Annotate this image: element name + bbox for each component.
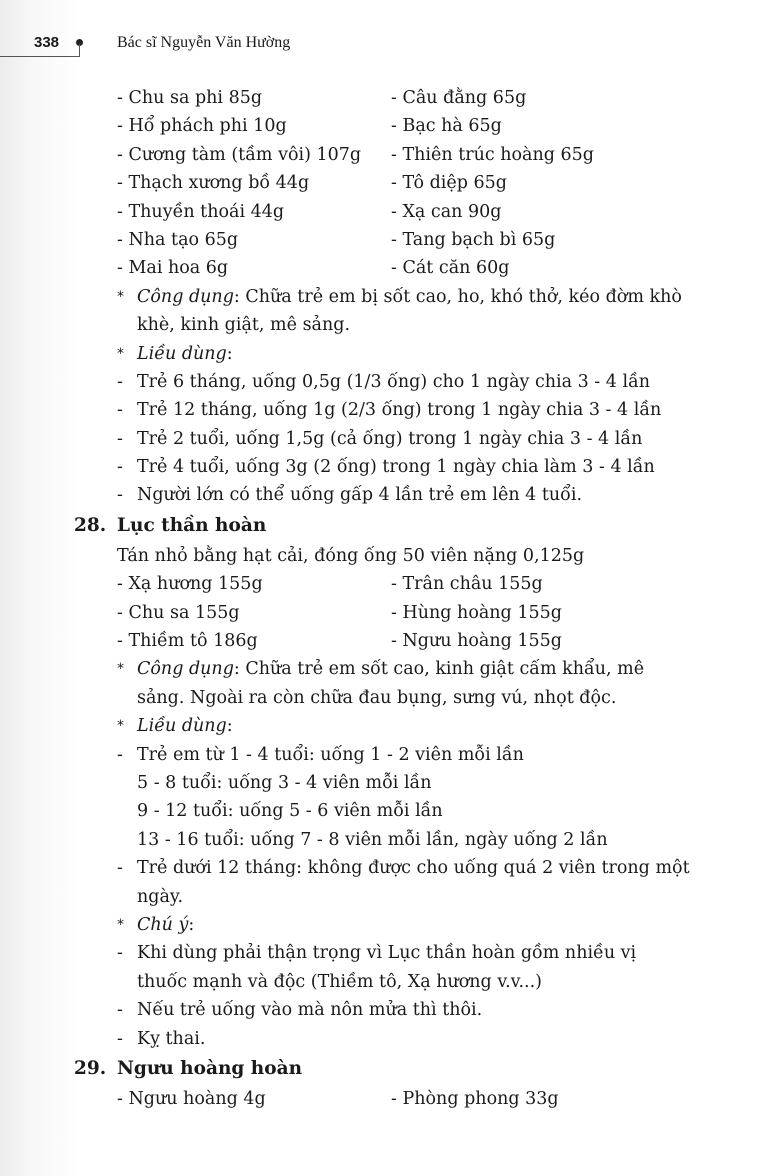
dosage-item: - Trẻ em từ 1 - 4 tuổi: uống 1 - 2 viên mỗi lần (0, 741, 758, 769)
dosage-item: - Người lớn có thể uống gấp 4 lần trẻ em lên 4 tuổi. (0, 481, 758, 509)
ingredient-row (0, 112, 758, 140)
ingredient-row (0, 169, 758, 197)
note-text: Nếu trẻ uống vào mà nôn mửa thì thôi. (137, 1000, 483, 1021)
ingredient-right: - Câu đằng 65g (391, 88, 527, 108)
usage-line (0, 283, 758, 311)
dosage-heading: * Liều dùng: (0, 712, 758, 740)
ingredient-right: - Hùng hoàng 155g (391, 602, 562, 623)
ingredient-left: - Chu sa phi 85g (117, 88, 263, 108)
ingredient-left: - Mai hoa 6g (117, 258, 229, 279)
ingredient-row (0, 84, 758, 112)
dosage-item: - Trẻ 12 tháng, uống 1g (2/3 ống) trong 1 ngày chia 3 - 4 lần (0, 396, 758, 424)
dosage-text: Trẻ 2 tuổi, uống 1,5g (cả ống) trong 1 ngày chia 3 - 4 lần (137, 428, 643, 449)
dosage-item: - Trẻ 6 tháng, uống 0,5g (1/3 ống) cho 1 ngày chia 3 - 4 lần (0, 368, 758, 396)
dosage-label: Liều dùng (137, 716, 227, 737)
dosage-text: Trẻ dưới 12 tháng: không được cho uống quá 2 viên trong một (137, 858, 690, 879)
ingredient-right: - Trân châu 155g (391, 574, 543, 595)
ingredient-row (0, 1085, 758, 1113)
usage-text: : Chữa trẻ em sốt cao, kinh giật cấm khẩu, mê (233, 659, 645, 680)
dosage-text: 9 - 12 tuổi: uống 5 - 6 viên mỗi lần (137, 801, 443, 822)
header-rule (0, 56, 80, 57)
ingredient-row (0, 599, 758, 627)
usage-text: : Chữa trẻ em bị sốt cao, ho, khó thở, kéo đờm khò (233, 286, 682, 307)
ingredient-row (0, 226, 758, 254)
dosage-item (0, 769, 758, 797)
ingredient-right: - Cát căn 60g (391, 258, 510, 279)
dosage-text: ngày. (137, 886, 184, 907)
dosage-item (0, 826, 758, 854)
dosage-text: Người lớn có thể uống gấp 4 lần trẻ em lên 4 tuổi. (137, 485, 583, 506)
dosage-text: Trẻ 6 tháng, uống 0,5g (1/3 ống) cho 1 ngày chia 3 - 4 lần (137, 371, 651, 392)
section-intro (0, 542, 758, 570)
note-heading: * Chú ý: (0, 911, 758, 939)
usage-line (0, 655, 758, 683)
ingredient-left: - Xạ hương 155g (117, 574, 263, 595)
usage-text-cont: sảng. Ngoài ra còn chữa đau bụng, sưng vú, nhọt độc. (137, 687, 617, 708)
header-rule-tick (79, 44, 80, 57)
note-item: - Nếu trẻ uống vào mà nôn mửa thì thôi. (0, 996, 758, 1024)
note-item: - Khi dùng phải thận trọng vì Lục thần hoàn gồm nhiều vị (0, 939, 758, 967)
ingredient-right: - Ngưu hoàng 155g (391, 631, 562, 652)
ingredient-right: - Thiên trúc hoàng 65g (391, 144, 594, 165)
asterisk-icon: * (117, 661, 124, 678)
dosage-text: Trẻ em từ 1 - 4 tuổi: uống 1 - 2 viên mỗi lần (137, 744, 524, 765)
page-number: 338 (34, 34, 60, 51)
section-heading (0, 510, 758, 542)
asterisk-icon: * (117, 718, 124, 735)
asterisk-icon: * (117, 345, 124, 362)
ingredient-row (0, 198, 758, 226)
ingredient-left: - Thuyền thoái 44g (117, 201, 285, 222)
page-content (0, 84, 758, 1113)
ingredient-right: - Xạ can 90g (391, 201, 502, 222)
running-head-author: Bác sĩ Nguyễn Văn Hường (117, 34, 291, 51)
note-item: - Kỵ thai. (0, 1025, 758, 1053)
dosage-item: - Trẻ 2 tuổi, uống 1,5g (cả ống) trong 1 ngày chia 3 - 4 lần (0, 425, 758, 453)
usage-line (0, 311, 758, 339)
intro-text: Tán nhỏ bằng hạt cải, đóng ống 50 viên nặng 0,125g (117, 545, 585, 566)
ingredient-right: - Phòng phong 33g (391, 1088, 559, 1109)
ingredient-left: - Thiềm tô 186g (117, 631, 258, 652)
usage-label: Công dụng (137, 286, 234, 307)
dosage-item: - Trẻ 4 tuổi, uống 3g (2 ống) trong 1 ngày chia làm 3 - 4 lần (0, 453, 758, 481)
ingredient-row (0, 570, 758, 598)
note-item-cont (0, 968, 758, 996)
usage-text-cont: khè, kinh giật, mê sảng. (137, 315, 351, 336)
dosage-heading: * Liều dùng: (0, 340, 758, 368)
asterisk-icon: * (117, 916, 124, 933)
section-title: Ngưu hoàng hoàn (117, 1057, 303, 1079)
ingredient-left: - Cương tàm (tầm vôi) 107g (117, 144, 362, 165)
ingredient-row (0, 254, 758, 282)
section-heading (0, 1053, 758, 1085)
dosage-text: 5 - 8 tuổi: uống 3 - 4 viên mỗi lần (137, 772, 432, 793)
dosage-item-cont (0, 883, 758, 911)
dosage-text: Trẻ 12 tháng, uống 1g (2/3 ống) trong 1 ngày chia 3 - 4 lần (137, 400, 662, 421)
note-text: Kỵ thai. (137, 1028, 206, 1049)
asterisk-icon: * (117, 288, 124, 305)
dosage-text: Trẻ 4 tuổi, uống 3g (2 ống) trong 1 ngày chia làm 3 - 4 lần (137, 457, 655, 478)
dosage-item (0, 797, 758, 825)
ingredient-left: - Thạch xương bồ 44g (117, 173, 310, 194)
ingredient-left: - Chu sa 155g (117, 602, 240, 623)
ingredient-left: - Nha tạo 65g (117, 229, 239, 250)
dosage-item: - Trẻ dưới 12 tháng: không được cho uống quá 2 viên trong một (0, 854, 758, 882)
ingredient-left: - Hổ phách phi 10g (117, 116, 287, 137)
dosage-label: Liều dùng (137, 343, 227, 364)
ingredient-right: - Tô diệp 65g (391, 173, 507, 194)
ingredient-row (0, 141, 758, 169)
note-text: Khi dùng phải thận trọng vì Lục thần hoàn gồm nhiều vị (137, 943, 637, 964)
ingredient-right: - Tang bạch bì 65g (391, 229, 556, 250)
section-number: 29. (74, 1057, 107, 1079)
page-header (0, 30, 758, 60)
note-text: thuốc mạnh và độc (Thiềm tô, Xạ hương v.v...) (137, 971, 543, 992)
usage-label: Công dụng (137, 659, 234, 680)
ingredient-right: - Bạc hà 65g (391, 116, 502, 137)
usage-line (0, 684, 758, 712)
note-label: Chú ý (137, 914, 189, 935)
dosage-text: 13 - 16 tuổi: uống 7 - 8 viên mỗi lần, ngày uống 2 lần (137, 829, 608, 850)
section-title: Lục thần hoàn (117, 514, 267, 536)
section-number: 28. (74, 514, 107, 536)
ingredient-row (0, 627, 758, 655)
ingredient-left: - Ngưu hoàng 4g (117, 1088, 266, 1109)
